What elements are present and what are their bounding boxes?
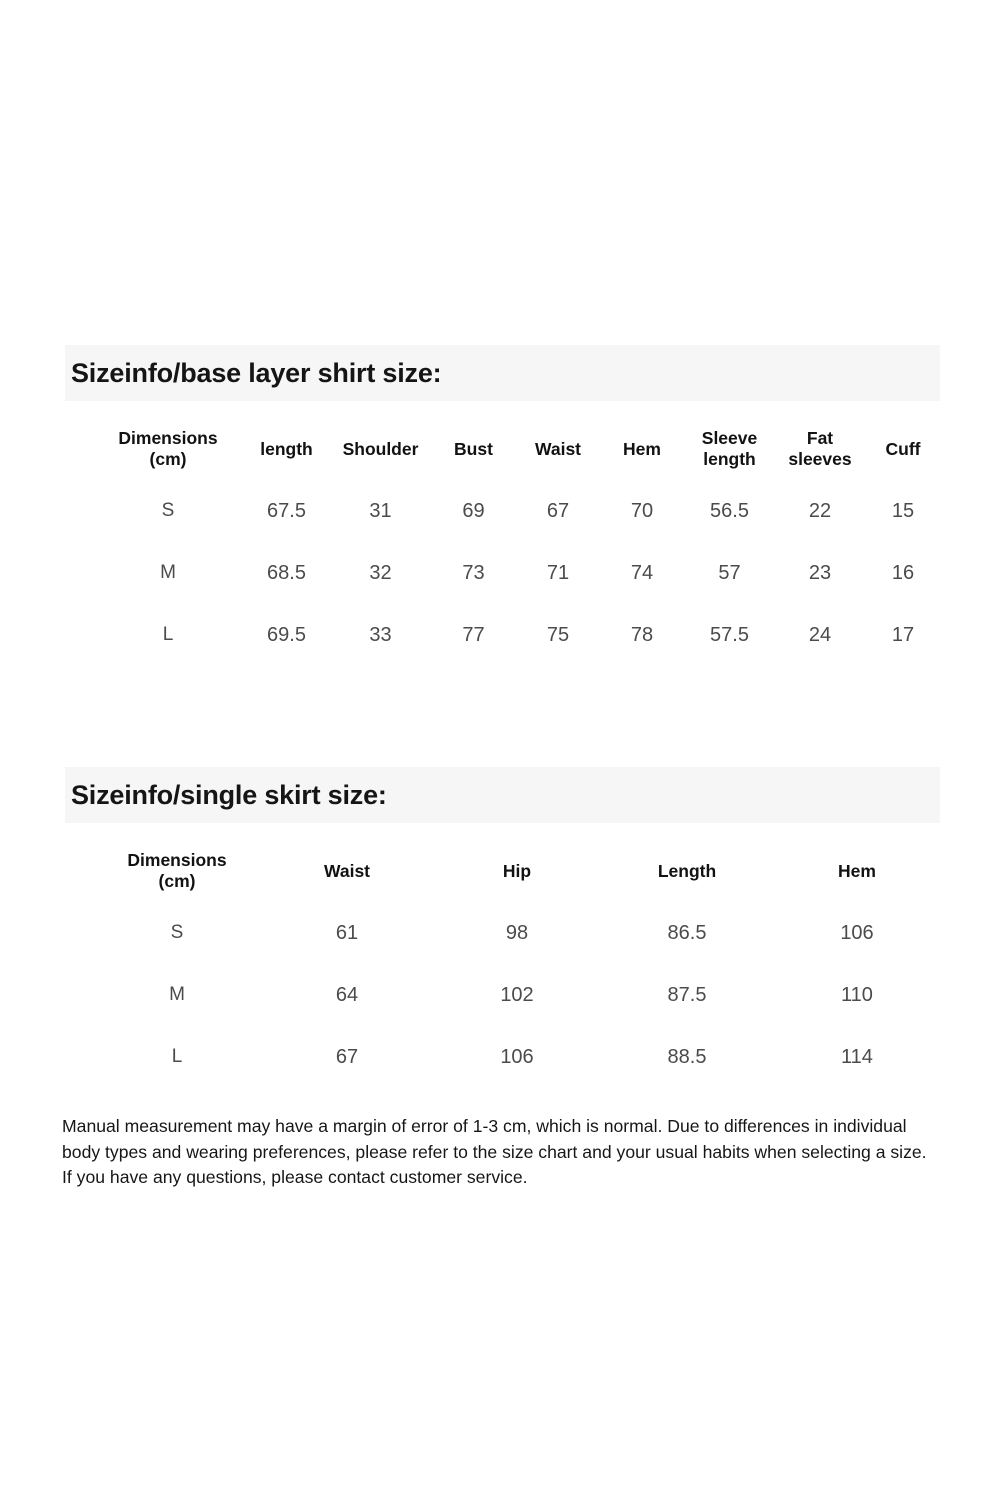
shirt-row-m-sleeve-length: 57 <box>718 561 741 584</box>
shirt-header-hem: Hem <box>623 438 661 459</box>
skirt-header-dimensions: Dimensions (cm) <box>127 850 227 891</box>
shirt-header-sleeve-length: Sleeve length <box>701 428 758 469</box>
shirt-row-l-size: L <box>162 624 174 645</box>
shirt-row-s-cuff: 15 <box>891 499 915 522</box>
shirt-section-title: Sizeinfo/base layer shirt size: <box>71 357 442 388</box>
skirt-section-title-band <box>65 767 940 823</box>
shirt-header-waist: Waist <box>534 438 582 459</box>
skirt-size-table <box>92 840 942 1088</box>
shirt-row-s-sleeve-length: 56.5 <box>710 499 749 522</box>
skirt-row-s-hem: 106 <box>840 921 874 944</box>
table-row <box>92 604 942 666</box>
shirt-row-l-waist: 75 <box>546 623 570 646</box>
shirt-row-s-fat-sleeves: 22 <box>808 499 832 522</box>
shirt-header-bust: Bust <box>454 438 493 459</box>
shirt-row-m-fat-sleeves: 23 <box>808 561 832 584</box>
skirt-row-l-hem: 114 <box>841 1045 873 1068</box>
shirt-row-m-waist: 71 <box>546 561 570 584</box>
shirt-header-shoulder: Shoulder <box>342 438 419 459</box>
skirt-row-s-size: S <box>170 922 184 943</box>
shirt-header-length: length <box>260 438 313 459</box>
shirt-size-table <box>92 418 942 666</box>
shirt-header-cuff: Cuff <box>885 438 921 459</box>
table-row <box>92 902 942 964</box>
shirt-row-m-length: 68.5 <box>267 561 306 584</box>
skirt-header-length: Length <box>657 860 717 881</box>
shirt-row-l-fat-sleeves: 24 <box>808 623 832 646</box>
shirt-row-m-size: M <box>160 562 176 583</box>
shirt-row-m-cuff: 16 <box>891 561 915 584</box>
table-row <box>92 964 942 1026</box>
skirt-row-l-size: L <box>171 1046 183 1067</box>
skirt-header-hem: Hem <box>838 860 876 881</box>
skirt-header-waist: Waist <box>323 860 371 881</box>
skirt-row-s-hip: 98 <box>505 921 529 944</box>
skirt-header-hip: Hip <box>502 860 532 881</box>
shirt-table-header-row <box>92 418 942 480</box>
shirt-row-l-sleeve-length: 57.5 <box>710 623 749 646</box>
shirt-row-m-shoulder: 32 <box>369 561 392 584</box>
shirt-row-m-hem: 74 <box>630 561 654 584</box>
skirt-row-m-hip: 102 <box>500 983 534 1006</box>
skirt-row-l-length: 88.5 <box>667 1045 707 1068</box>
skirt-section-title: Sizeinfo/single skirt size: <box>71 779 387 810</box>
shirt-row-l-bust: 77 <box>462 623 485 646</box>
skirt-table-header-row <box>92 840 942 902</box>
shirt-row-l-hem: 78 <box>630 623 654 646</box>
shirt-row-s-size: S <box>161 500 175 521</box>
table-row <box>92 542 942 604</box>
table-row <box>92 480 942 542</box>
skirt-row-m-size: M <box>169 984 185 1005</box>
shirt-row-s-shoulder: 31 <box>369 499 392 522</box>
shirt-header-fat-sleeves: Fat sleeves <box>788 428 852 469</box>
skirt-row-m-hem: 110 <box>841 983 873 1006</box>
shirt-header-dimensions: Dimensions (cm) <box>118 428 218 469</box>
shirt-row-m-bust: 73 <box>462 561 485 584</box>
skirt-row-m-waist: 64 <box>335 983 359 1006</box>
shirt-row-s-length: 67.5 <box>267 499 306 522</box>
skirt-row-s-waist: 61 <box>335 921 359 944</box>
skirt-row-l-waist: 67 <box>335 1045 359 1068</box>
skirt-row-s-length: 86.5 <box>667 921 707 944</box>
skirt-row-m-length: 87.5 <box>667 983 707 1006</box>
shirt-row-l-shoulder: 33 <box>369 623 392 646</box>
skirt-row-l-hip: 106 <box>500 1045 534 1068</box>
shirt-section-title-band <box>65 345 940 401</box>
shirt-row-l-cuff: 17 <box>891 623 915 646</box>
measurement-disclaimer: Manual measurement may have a margin of error of 1-3 cm, which is normal. Due to differences in individual body types and wearing preferences, please refer to the size chart and your usual habits when selecting a size. If you have any questions, please contact customer service. <box>62 1116 927 1188</box>
table-row <box>92 1026 942 1088</box>
shirt-row-l-length: 69.5 <box>267 623 306 646</box>
shirt-row-s-hem: 70 <box>630 499 654 522</box>
shirt-row-s-waist: 67 <box>546 499 570 522</box>
shirt-row-s-bust: 69 <box>462 499 485 522</box>
